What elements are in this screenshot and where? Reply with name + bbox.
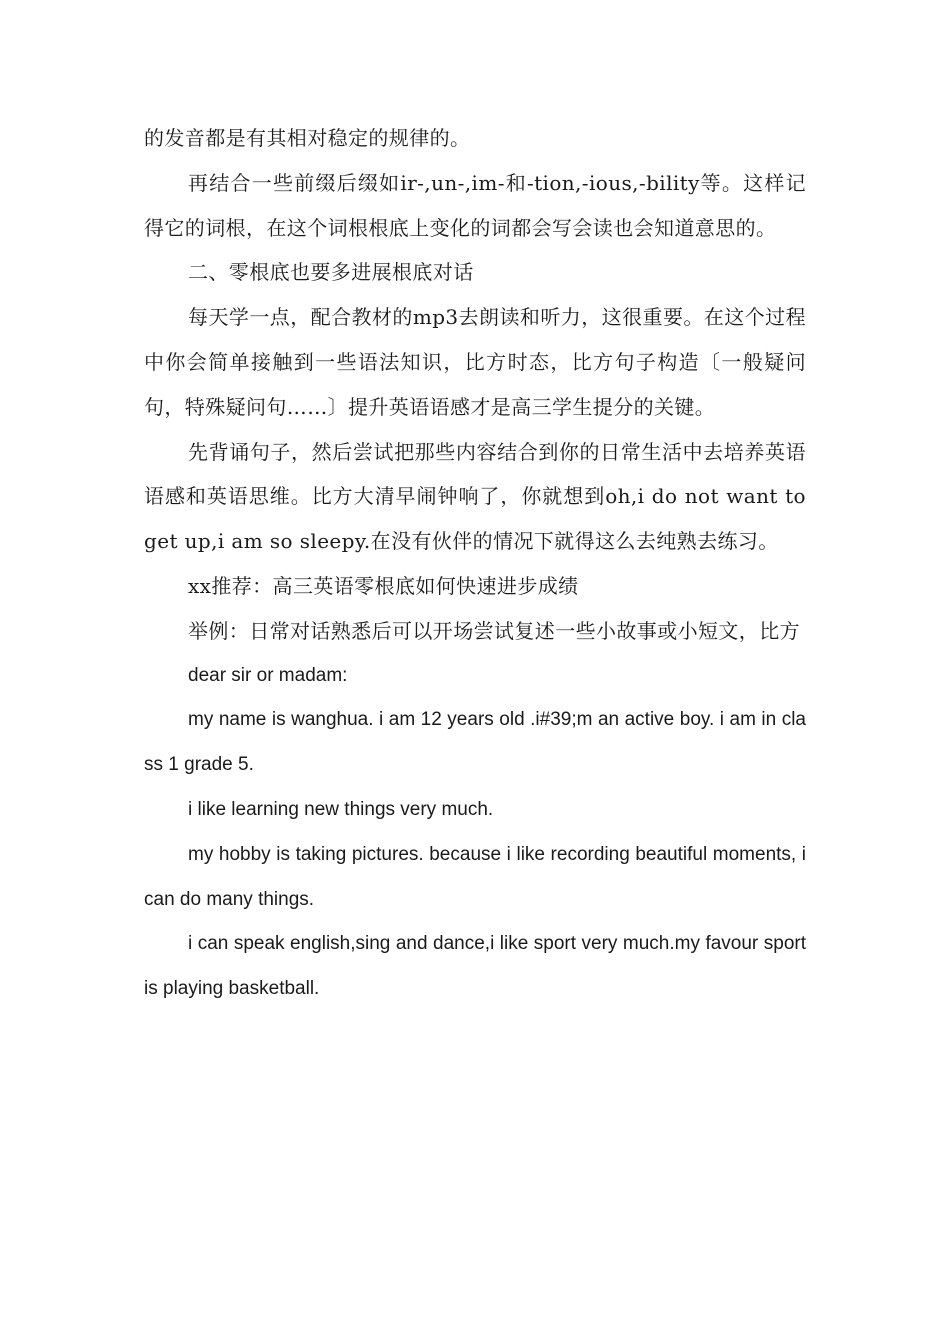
paragraph-memorize-sentences: 先背诵句子，然后尝试把那些内容结合到你的日常生活中去培养英语语感和英语思维。比方大清早闹钟响了，你就想到oh,i do not want to get up,i am so sleepy.在没有伙伴的情况下就得这么去纯熟去练习。 <box>144 439 806 554</box>
letter-line-hobby: my hobby is taking pictures. because i like recording beautiful moments, i can do many things. <box>144 843 806 910</box>
paragraph-daily-practice: 每天学一点，配合教材的mp3去朗读和听力，这很重要。在这个过程中你会简单接触到一些语法知识，比方时态，比方句子构造〔一般疑问句，特殊疑问句……〕提升英语语感才是高三学生提分的关键。 <box>144 305 806 419</box>
paragraph-prefix-suffix: 再结合一些前缀后缀如ir-,un-,im-和-tion,-ious,-bility等。这样记得它的词根，在这个词根根底上变化的词都会写会读也会知道意思的。 <box>144 170 806 240</box>
paragraph-example-intro: 举例：日常对话熟悉后可以开场尝试复述一些小故事或小短文，比方 <box>188 618 800 643</box>
section-heading-dialogue: 二、零根底也要多进展根底对话 <box>188 260 474 285</box>
document-body <box>144 116 806 1012</box>
paragraph-pronunciation-rule: 的发音都是有其相对稳定的规律的。 <box>144 126 471 150</box>
paragraph-recommendation: xx推荐：高三英语零根底如何快速进步成绩 <box>188 573 579 598</box>
letter-line-name: my name is wanghua. i am 12 years old .i#39;m an active boy. i am in class 1 grade 5. <box>144 709 806 776</box>
letter-salutation: dear sir or madam: <box>188 664 348 686</box>
letter-line-sport: i can speak english,sing and dance,i like sport very much.my favour sport is playing basketball. <box>144 933 806 1000</box>
letter-line-learning: i like learning new things very much. <box>188 798 494 820</box>
